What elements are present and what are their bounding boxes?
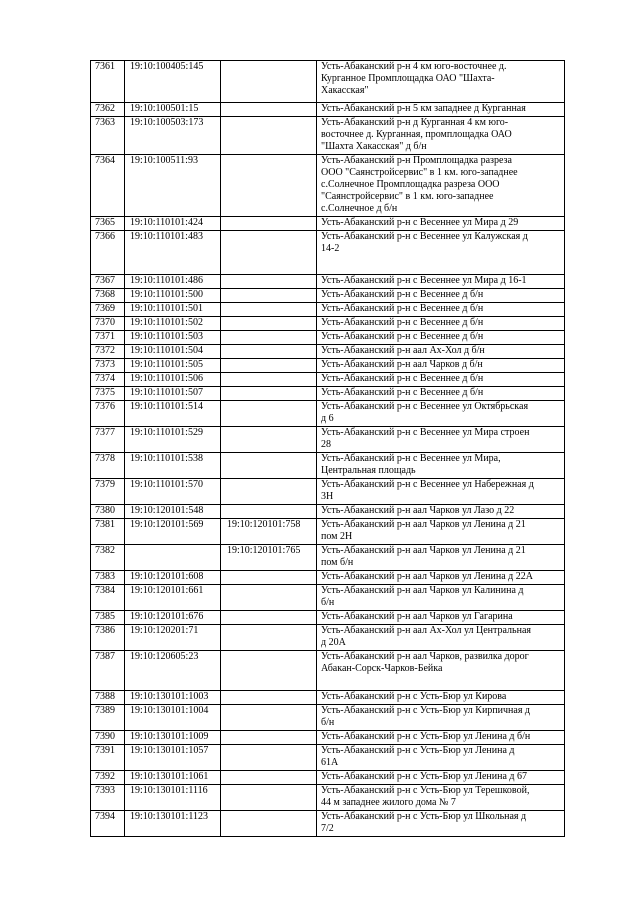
secondary-cadastral-number-cell xyxy=(221,103,317,117)
address-line: Усть-Абаканский р-н аал Чарков, развилка дорог xyxy=(321,651,529,662)
address-line: пом б/н xyxy=(321,557,354,568)
cadastral-number-cell: 19:10:110101:538 xyxy=(125,453,221,479)
table-row xyxy=(91,811,565,837)
address-line: б/н xyxy=(321,717,335,728)
address-line: Усть-Абаканский р-н Промплощадка разреза xyxy=(321,155,512,166)
address-line: б/н xyxy=(321,597,335,608)
row-number-cell: 7377 xyxy=(91,427,125,453)
address-line: Усть-Абаканский р-н 4 км юго-восточнее д. xyxy=(321,61,507,72)
secondary-cadastral-number-cell xyxy=(221,427,317,453)
address-cell xyxy=(317,771,565,785)
address-line: Усть-Абаканский р-н с Весеннее ул Мира, xyxy=(321,453,501,464)
address-cell xyxy=(317,275,565,289)
table-row xyxy=(91,427,565,453)
cadastral-number-cell: 19:10:110101:570 xyxy=(125,479,221,505)
secondary-cadastral-number-cell xyxy=(221,61,317,103)
address-cell xyxy=(317,651,565,691)
row-number-cell: 7373 xyxy=(91,359,125,373)
secondary-cadastral-number-cell xyxy=(221,401,317,427)
table-row xyxy=(91,545,565,571)
address-cell xyxy=(317,705,565,731)
secondary-cadastral-number-cell xyxy=(221,317,317,331)
secondary-cadastral-number-cell xyxy=(221,359,317,373)
address-cell xyxy=(317,317,565,331)
address-cell xyxy=(317,571,565,585)
address-line: Усть-Абаканский р-н аал Чарков ул Ленина д 22А xyxy=(321,571,533,582)
secondary-cadastral-number-cell xyxy=(221,691,317,705)
address-line: Усть-Абаканский р-н аал Чарков ул Гагарина xyxy=(321,611,513,622)
table-row xyxy=(91,691,565,705)
address-line: Усть-Абаканский р-н с Весеннее д б/н xyxy=(321,373,484,384)
address-cell xyxy=(317,811,565,837)
address-cell xyxy=(317,731,565,745)
secondary-cadastral-number-cell xyxy=(221,275,317,289)
cadastral-number-cell: 19:10:110101:503 xyxy=(125,331,221,345)
row-number-cell: 7392 xyxy=(91,771,125,785)
address-line: ООО "Саянстройсервис" в 1 км. юго-западнее xyxy=(321,167,518,178)
address-cell xyxy=(317,453,565,479)
cadastral-number-cell: 19:10:110101:424 xyxy=(125,217,221,231)
secondary-cadastral-number-cell xyxy=(221,117,317,155)
row-number-cell: 7367 xyxy=(91,275,125,289)
address-cell xyxy=(317,359,565,373)
address-line: Усть-Абаканский р-н с Весеннее д б/н xyxy=(321,289,484,300)
secondary-cadastral-number-cell xyxy=(221,585,317,611)
address-line: 3Н xyxy=(321,491,334,502)
secondary-cadastral-number-cell xyxy=(221,611,317,625)
cadastral-number-cell: 19:10:110101:486 xyxy=(125,275,221,289)
row-number-cell: 7366 xyxy=(91,231,125,275)
registry-document xyxy=(90,60,564,837)
row-number-cell: 7383 xyxy=(91,571,125,585)
cadastral-number-cell xyxy=(125,545,221,571)
secondary-cadastral-number-cell xyxy=(221,231,317,275)
table-row xyxy=(91,651,565,691)
address-cell xyxy=(317,217,565,231)
cadastral-number-cell: 19:10:110101:529 xyxy=(125,427,221,453)
row-number-cell: 7379 xyxy=(91,479,125,505)
table-row xyxy=(91,705,565,731)
address-line: Усть-Абаканский р-н аал Чарков д б/н xyxy=(321,359,483,370)
row-number-cell: 7385 xyxy=(91,611,125,625)
cadastral-number-cell: 19:10:110101:501 xyxy=(125,303,221,317)
address-line: Хакасская" xyxy=(321,85,369,96)
address-line: Усть-Абаканский р-н аал Ах-Хол ул Центральная xyxy=(321,625,531,636)
secondary-cadastral-number-cell xyxy=(221,505,317,519)
address-line: Усть-Абаканский р-н с Весеннее д б/н xyxy=(321,387,484,398)
table-row xyxy=(91,479,565,505)
secondary-cadastral-number-cell xyxy=(221,303,317,317)
cadastral-number-cell: 19:10:120101:661 xyxy=(125,585,221,611)
cadastral-number-cell: 19:10:110101:514 xyxy=(125,401,221,427)
row-number-cell: 7369 xyxy=(91,303,125,317)
address-cell xyxy=(317,103,565,117)
address-line: с.Солнечное д б/н xyxy=(321,203,398,214)
table-row xyxy=(91,103,565,117)
address-cell xyxy=(317,303,565,317)
address-line: Усть-Абаканский р-н с Весеннее д б/н xyxy=(321,303,484,314)
address-line: Абакан-Сорск-Чарков-Бейка xyxy=(321,663,443,674)
address-cell xyxy=(317,231,565,275)
row-number-cell: 7388 xyxy=(91,691,125,705)
address-line: Усть-Абаканский р-н аал Чарков ул Ленина д 21 xyxy=(321,545,526,556)
table-row xyxy=(91,359,565,373)
address-line: 28 xyxy=(321,439,331,450)
row-number-cell: 7370 xyxy=(91,317,125,331)
secondary-cadastral-number-cell xyxy=(221,651,317,691)
row-number-cell: 7363 xyxy=(91,117,125,155)
address-cell xyxy=(317,505,565,519)
row-number-cell: 7375 xyxy=(91,387,125,401)
address-cell xyxy=(317,345,565,359)
row-number-cell: 7365 xyxy=(91,217,125,231)
table-row xyxy=(91,785,565,811)
cadastral-number-cell: 19:10:130101:1061 xyxy=(125,771,221,785)
registry-table-body xyxy=(91,61,565,837)
address-line: Усть-Абаканский р-н с Усть-Бюр ул Ленина д б/н xyxy=(321,731,531,742)
address-cell xyxy=(317,289,565,303)
address-cell xyxy=(317,117,565,155)
cadastral-number-cell: 19:10:130101:1009 xyxy=(125,731,221,745)
address-line: Центральная площадь xyxy=(321,465,416,476)
address-line: 7/2 xyxy=(321,823,334,834)
address-line: Усть-Абаканский р-н с Весеннее ул Мира д 29 xyxy=(321,217,519,228)
address-line: пом 2Н xyxy=(321,531,353,542)
address-cell xyxy=(317,401,565,427)
row-number-cell: 7376 xyxy=(91,401,125,427)
cadastral-number-cell: 19:10:120101:608 xyxy=(125,571,221,585)
secondary-cadastral-number-cell xyxy=(221,387,317,401)
address-line: Усть-Абаканский р-н 5 км западнее д Курганная xyxy=(321,103,526,114)
address-line: Усть-Абаканский р-н с Весеннее ул Калужская д xyxy=(321,231,528,242)
table-row xyxy=(91,401,565,427)
address-line: Усть-Абаканский р-н с Усть-Бюр ул Ленина д xyxy=(321,745,515,756)
address-line: "Шахта Хакасская" д б/н xyxy=(321,141,427,152)
secondary-cadastral-number-cell xyxy=(221,479,317,505)
address-line: Усть-Абаканский р-н аал Чарков ул Лазо д 22 xyxy=(321,505,515,516)
row-number-cell: 7364 xyxy=(91,155,125,217)
address-line: Усть-Абаканский р-н с Весеннее ул Мира д 16-1 xyxy=(321,275,527,286)
secondary-cadastral-number-cell xyxy=(221,217,317,231)
cadastral-number-cell: 19:10:120101:676 xyxy=(125,611,221,625)
table-row xyxy=(91,571,565,585)
address-cell xyxy=(317,785,565,811)
cadastral-number-cell: 19:10:110101:483 xyxy=(125,231,221,275)
table-row xyxy=(91,625,565,651)
address-line: Усть-Абаканский р-н с Усть-Бюр ул Школьная д xyxy=(321,811,527,822)
table-row xyxy=(91,373,565,387)
address-line: Усть-Абаканский р-н с Усть-Бюр ул Ленина д 67 xyxy=(321,771,528,782)
cadastral-number-cell: 19:10:110101:505 xyxy=(125,359,221,373)
table-row xyxy=(91,731,565,745)
table-row xyxy=(91,387,565,401)
table-row xyxy=(91,303,565,317)
table-row xyxy=(91,155,565,217)
address-line: Усть-Абаканский р-н аал Чарков ул Калинина д xyxy=(321,585,524,596)
row-number-cell: 7387 xyxy=(91,651,125,691)
address-cell xyxy=(317,387,565,401)
cadastral-number-cell: 19:10:120101:548 xyxy=(125,505,221,519)
row-number-cell: 7391 xyxy=(91,745,125,771)
address-line: Усть-Абаканский р-н с Весеннее ул Набережная д xyxy=(321,479,534,490)
cadastral-number-cell: 19:10:120101:569 xyxy=(125,519,221,545)
row-number-cell: 7368 xyxy=(91,289,125,303)
address-line: Усть-Абаканский р-н с Усть-Бюр ул Кирова xyxy=(321,691,507,702)
row-number-cell: 7389 xyxy=(91,705,125,731)
cadastral-number-cell: 19:10:130101:1057 xyxy=(125,745,221,771)
secondary-cadastral-number-cell xyxy=(221,373,317,387)
table-row xyxy=(91,345,565,359)
address-cell xyxy=(317,545,565,571)
address-line: 14-2 xyxy=(321,243,340,254)
address-line: Курганное Промплощадка ОАО "Шахта- xyxy=(321,73,495,84)
address-cell xyxy=(317,479,565,505)
secondary-cadastral-number-cell xyxy=(221,155,317,217)
row-number-cell: 7371 xyxy=(91,331,125,345)
secondary-cadastral-number-cell: 19:10:120101:758 xyxy=(221,519,317,545)
address-line: "Саянстройсервис" в 1 км. юго-западнее xyxy=(321,191,494,202)
row-number-cell: 7378 xyxy=(91,453,125,479)
address-cell xyxy=(317,691,565,705)
table-row xyxy=(91,505,565,519)
secondary-cadastral-number-cell xyxy=(221,571,317,585)
secondary-cadastral-number-cell xyxy=(221,785,317,811)
table-row xyxy=(91,331,565,345)
address-line: Усть-Абаканский р-н с Весеннее д б/н xyxy=(321,331,484,342)
address-line: 61А xyxy=(321,757,339,768)
row-number-cell: 7393 xyxy=(91,785,125,811)
cadastral-number-cell: 19:10:130101:1116 xyxy=(125,785,221,811)
address-cell xyxy=(317,611,565,625)
row-number-cell: 7384 xyxy=(91,585,125,611)
secondary-cadastral-number-cell xyxy=(221,745,317,771)
table-row xyxy=(91,453,565,479)
secondary-cadastral-number-cell xyxy=(221,811,317,837)
secondary-cadastral-number-cell xyxy=(221,705,317,731)
row-number-cell: 7382 xyxy=(91,545,125,571)
row-number-cell: 7362 xyxy=(91,103,125,117)
table-row xyxy=(91,117,565,155)
cadastral-number-cell: 19:10:110101:504 xyxy=(125,345,221,359)
address-cell xyxy=(317,745,565,771)
cadastral-number-cell: 19:10:110101:506 xyxy=(125,373,221,387)
cadastral-number-cell: 19:10:110101:500 xyxy=(125,289,221,303)
secondary-cadastral-number-cell xyxy=(221,453,317,479)
address-line: Усть-Абаканский р-н с Усть-Бюр ул Кирпичная д xyxy=(321,705,531,716)
address-cell xyxy=(317,331,565,345)
cadastral-number-cell: 19:10:130101:1004 xyxy=(125,705,221,731)
secondary-cadastral-number-cell xyxy=(221,625,317,651)
table-row xyxy=(91,585,565,611)
table-row xyxy=(91,231,565,275)
address-cell xyxy=(317,373,565,387)
address-line: Усть-Абаканский р-н с Весеннее ул Мира строен xyxy=(321,427,530,438)
secondary-cadastral-number-cell xyxy=(221,345,317,359)
table-row xyxy=(91,317,565,331)
address-cell xyxy=(317,427,565,453)
address-cell xyxy=(317,61,565,103)
registry-table xyxy=(90,60,565,837)
secondary-cadastral-number-cell xyxy=(221,771,317,785)
table-row xyxy=(91,611,565,625)
cadastral-number-cell: 19:10:110101:502 xyxy=(125,317,221,331)
row-number-cell: 7361 xyxy=(91,61,125,103)
cadastral-number-cell: 19:10:120201:71 xyxy=(125,625,221,651)
address-line: 44 м западнее жилого дома № 7 xyxy=(321,797,456,808)
row-number-cell: 7374 xyxy=(91,373,125,387)
row-number-cell: 7394 xyxy=(91,811,125,837)
table-row xyxy=(91,519,565,545)
table-row xyxy=(91,217,565,231)
secondary-cadastral-number-cell: 19:10:120101:765 xyxy=(221,545,317,571)
address-cell xyxy=(317,155,565,217)
cadastral-number-cell: 19:10:130101:1003 xyxy=(125,691,221,705)
address-line: Усть-Абаканский р-н аал Ах-Хол д б/н xyxy=(321,345,485,356)
address-line: Усть-Абаканский р-н с Весеннее д б/н xyxy=(321,317,484,328)
address-line: Усть-Абаканский р-н аал Чарков ул Ленина д 21 xyxy=(321,519,526,530)
cadastral-number-cell: 19:10:100501:15 xyxy=(125,103,221,117)
row-number-cell: 7380 xyxy=(91,505,125,519)
address-line: д 6 xyxy=(321,413,334,424)
row-number-cell: 7386 xyxy=(91,625,125,651)
address-line: Усть-Абаканский р-н с Усть-Бюр ул Терешковой, xyxy=(321,785,530,796)
cadastral-number-cell: 19:10:110101:507 xyxy=(125,387,221,401)
address-line: д 20А xyxy=(321,637,346,648)
address-cell xyxy=(317,585,565,611)
row-number-cell: 7390 xyxy=(91,731,125,745)
address-cell xyxy=(317,519,565,545)
secondary-cadastral-number-cell xyxy=(221,289,317,303)
cadastral-number-cell: 19:10:100503:173 xyxy=(125,117,221,155)
secondary-cadastral-number-cell xyxy=(221,731,317,745)
table-row xyxy=(91,275,565,289)
row-number-cell: 7381 xyxy=(91,519,125,545)
cadastral-number-cell: 19:10:100511:93 xyxy=(125,155,221,217)
address-line: с.Солнечное Промплощадка разреза ООО xyxy=(321,179,500,190)
table-row xyxy=(91,61,565,103)
cadastral-number-cell: 19:10:100405:145 xyxy=(125,61,221,103)
cadastral-number-cell: 19:10:120605:23 xyxy=(125,651,221,691)
table-row xyxy=(91,771,565,785)
address-line: восточнее д. Курганная, промплощадка ОАО xyxy=(321,129,512,140)
address-cell xyxy=(317,625,565,651)
cadastral-number-cell: 19:10:130101:1123 xyxy=(125,811,221,837)
table-row xyxy=(91,289,565,303)
row-number-cell: 7372 xyxy=(91,345,125,359)
table-row xyxy=(91,745,565,771)
address-line: Усть-Абаканский р-н с Весеннее ул Октябрьская xyxy=(321,401,529,412)
secondary-cadastral-number-cell xyxy=(221,331,317,345)
address-line: Усть-Абаканский р-н д Курганная 4 км юго- xyxy=(321,117,509,128)
